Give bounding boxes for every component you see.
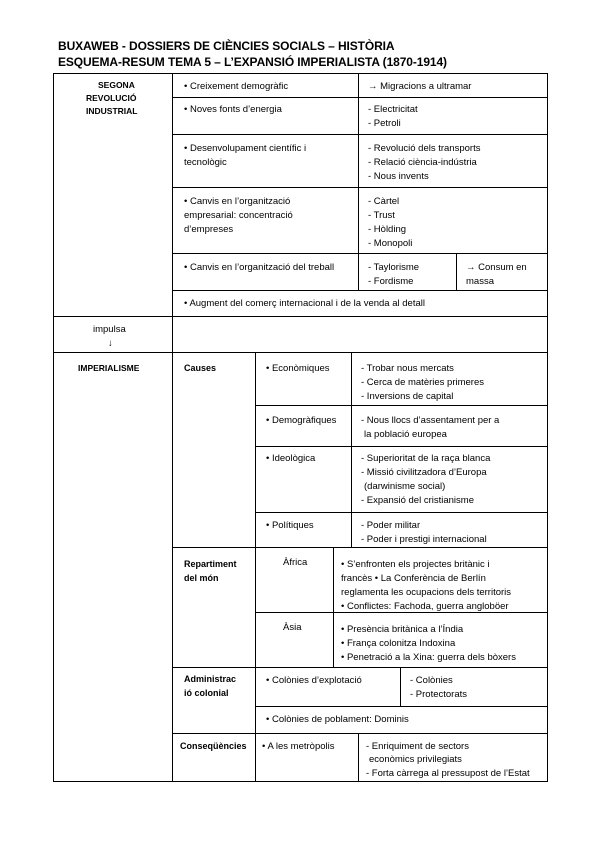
imperialisme-label: IMPERIALISME xyxy=(78,363,140,373)
impulsa-label: impulsa xyxy=(93,324,126,335)
asia-label: Àsia xyxy=(283,622,302,633)
economiques-item-3: - Inversions de capital xyxy=(361,391,454,402)
metropolis-label: • A les metròpolis xyxy=(262,741,335,752)
africa-label: Àfrica xyxy=(283,557,308,568)
colonies-item: - Colònies xyxy=(410,675,453,686)
consequencies-item-1: - Enriquiment de sectors xyxy=(366,741,469,752)
trust: - Trust xyxy=(368,210,395,221)
colonies-explotacio: • Colònies d’explotació xyxy=(266,675,362,686)
petroli: - Petroli xyxy=(368,118,401,129)
segona-label-2: REVOLUCIÓ xyxy=(86,93,137,103)
economiques-item-2: - Cerca de matèries primeres xyxy=(361,377,485,388)
desenvolupament-2: tecnològic xyxy=(184,157,227,168)
asia-item-1: • Presència britànica a l’Índia xyxy=(341,624,464,635)
consum-massa-1: → Consum en xyxy=(466,262,527,273)
causes-label: Causes xyxy=(184,363,217,373)
consequencies-label: Conseqüències xyxy=(180,741,247,751)
electricitat: - Electricitat xyxy=(368,104,418,115)
arrow-down-icon: ↓ xyxy=(108,338,113,349)
africa-item-4: • Conflictes: Fachoda, guerra angloböer xyxy=(341,601,509,612)
taylorisme: - Taylorisme xyxy=(368,262,420,273)
nous-invents: - Nous invents xyxy=(368,171,429,182)
doc-title: ESQUEMA-RESUM TEMA 5 – L’EXPANSIÓ IMPERIALISTA (1870-1914) xyxy=(58,55,447,69)
ideologica-item-4: - Expansió del cristianisme xyxy=(361,495,474,506)
demografiques-label: • Demogràfiques xyxy=(266,415,337,426)
repartiment-label-2: del món xyxy=(184,573,219,583)
cartel: - Càrtel xyxy=(368,196,400,207)
noves-fonts: • Noves fonts d’energia xyxy=(184,104,282,115)
relacio-ciencia: - Relació ciència-indústria xyxy=(368,157,477,168)
administracio-label-2: ió colonial xyxy=(184,688,229,698)
revolucio-transports: - Revolució dels transports xyxy=(368,143,481,154)
ideologica-label: • Ideològica xyxy=(266,453,316,464)
augment-comerc: • Augment del comerç internacional i de la venda al detall xyxy=(184,298,425,309)
administracio-label-1: Administrac xyxy=(184,674,237,684)
demografiques-item-2: la població europea xyxy=(364,429,447,440)
segona-label-3: INDUSTRIAL xyxy=(86,106,138,116)
colonies-poblament: • Colònies de poblament: Dominis xyxy=(266,714,409,725)
canvis-empresarial-3: d’empreses xyxy=(184,224,234,235)
africa-item-3: reglamenta les ocupacions dels territoris xyxy=(341,587,512,598)
economiques-label: • Econòmiques xyxy=(266,363,330,374)
ideologica-item-2: - Missió civilitzadora d’Europa xyxy=(361,467,487,478)
ideologica-item-1: - Superioritat de la raça blanca xyxy=(361,453,491,464)
politiques-item-1: - Poder militar xyxy=(361,520,421,531)
creixement-demografic: • Creixement demogràfic xyxy=(184,81,289,92)
repartiment-label-1: Repartiment xyxy=(184,559,237,569)
demografiques-item-1: - Nous llocs d’assentament per a xyxy=(361,415,500,426)
protectorats-item: - Protectorats xyxy=(410,689,468,700)
africa-item-2: francès • La Conferència de Berlín xyxy=(341,573,486,584)
politiques-label: • Polítiques xyxy=(266,520,314,531)
politiques-item-2: - Poder i prestigi internacional xyxy=(361,534,487,545)
canvis-empresarial-1: • Canvis en l’organització xyxy=(184,196,291,207)
asia-item-2: • França colonitza Indoxina xyxy=(341,638,456,649)
consequencies-item-3: - Forta càrrega al pressupost de l’Estat xyxy=(366,768,530,779)
africa-item-1: • S’enfronten els projectes britànic i xyxy=(341,559,490,570)
desenvolupament-1: • Desenvolupament científic i xyxy=(184,143,307,154)
doc-header-line1: BUXAWEB - DOSSIERS DE CIÈNCIES SOCIALS – HISTÒRIA xyxy=(58,39,395,53)
migracions: → Migracions a ultramar xyxy=(368,81,472,92)
fordisme: - Fordisme xyxy=(368,276,414,287)
ideologica-item-3: (darwinisme social) xyxy=(364,481,446,492)
canvis-empresarial-2: empresarial: concentració xyxy=(184,210,293,221)
canvis-treball: • Canvis en l’organització del treball xyxy=(184,262,335,273)
holding: - Hòlding xyxy=(368,224,407,235)
consum-massa-2: massa xyxy=(466,276,494,287)
monopoli: - Monopoli xyxy=(368,238,413,249)
consequencies-item-2: econòmics privilegiats xyxy=(369,754,462,765)
segona-label-1: SEGONA xyxy=(98,80,135,90)
asia-item-3: • Penetració a la Xina: guerra dels bòxers xyxy=(341,652,516,663)
economiques-item-1: - Trobar nous mercats xyxy=(361,363,454,374)
